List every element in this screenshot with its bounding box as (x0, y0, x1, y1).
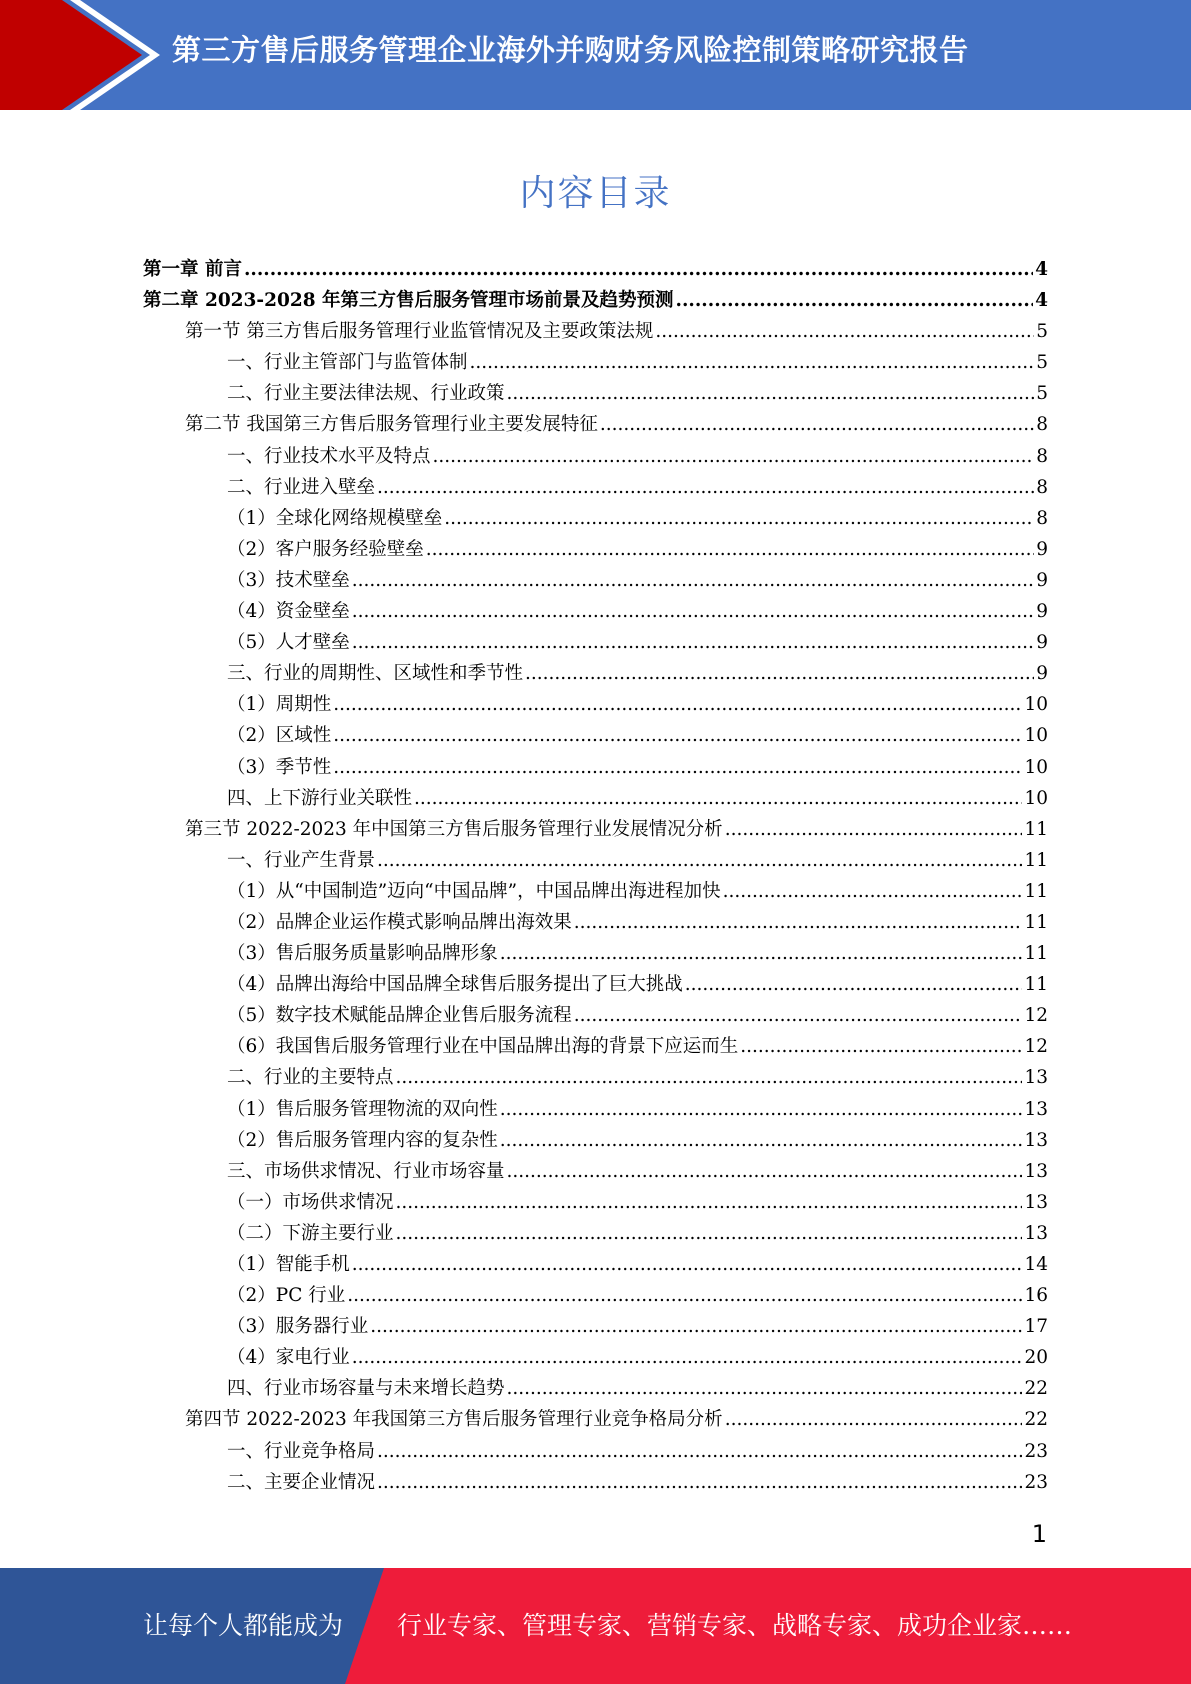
toc-entry[interactable] (143, 1062, 1048, 1093)
toc-entry-label: 四、上下游行业关联性 (227, 787, 413, 809)
toc-entry-label: （2）品牌企业运作模式影响品牌出海效果 (227, 911, 572, 933)
toc-entry-label: 第四节 2022-2023 年我国第三方售后服务管理行业竞争格局分析 (185, 1409, 723, 1431)
toc-entry-page: 8 (1036, 445, 1048, 467)
header-band (0, 0, 1191, 110)
toc-entry-label: （2）PC 行业 (227, 1285, 346, 1307)
toc-entry[interactable] (143, 720, 1048, 751)
toc-entry[interactable] (143, 596, 1048, 627)
toc-entry-label: （1）全球化网络规模壁垒 (227, 507, 443, 529)
toc-dot-leader (396, 1062, 1023, 1093)
toc-dot-leader (333, 720, 1022, 751)
toc-entry-page: 4 (1035, 290, 1048, 312)
toc-entry[interactable] (143, 1218, 1048, 1249)
toc-entry-page: 8 (1036, 476, 1048, 498)
toc-entry-page: 13 (1024, 1191, 1048, 1213)
toc-entry[interactable] (143, 814, 1048, 845)
toc-entry-page: 9 (1036, 538, 1048, 560)
toc-dot-leader (244, 254, 1033, 285)
toc-entry-label: （1）周期性 (227, 694, 332, 716)
toc-entry[interactable] (143, 1000, 1048, 1031)
toc-entry-label: （4）资金壁垒 (227, 601, 350, 623)
toc-entry[interactable] (143, 565, 1048, 596)
toc-entry-page: 10 (1024, 694, 1048, 716)
toc-entry-page: 8 (1036, 507, 1048, 529)
toc-dot-leader (396, 1187, 1023, 1218)
toc-entry[interactable] (143, 627, 1048, 658)
toc-entry[interactable] (143, 409, 1048, 440)
toc-entry[interactable] (143, 503, 1048, 534)
toc-dot-leader (574, 907, 1023, 938)
toc-entry[interactable] (143, 1187, 1048, 1218)
toc-entry-label: 二、行业主要法律法规、行业政策 (227, 383, 505, 405)
toc-dot-leader (500, 1094, 1023, 1125)
toc-dot-leader (507, 1156, 1023, 1187)
toc-entry-page: 23 (1024, 1440, 1048, 1462)
page-number: 1 (1031, 1520, 1047, 1548)
toc-dot-leader (377, 1436, 1022, 1467)
toc-entry[interactable] (143, 1249, 1048, 1280)
toc-entry[interactable] (143, 907, 1048, 938)
toc-entry-label: 一、行业竞争格局 (227, 1440, 376, 1462)
toc-entry[interactable] (143, 1342, 1048, 1373)
toc-entry[interactable] (143, 783, 1048, 814)
toc-entry[interactable] (143, 1094, 1048, 1125)
toc-entry-page: 12 (1024, 1036, 1048, 1058)
toc-entry-label: 三、行业的周期性、区域性和季节性 (227, 663, 524, 685)
footer-slogan-right: 行业专家、管理专家、营销专家、战略专家、成功企业家…… (397, 1611, 1073, 1640)
toc-entry-page: 16 (1024, 1285, 1048, 1307)
toc-entry[interactable] (143, 472, 1048, 503)
toc-dot-leader (723, 876, 1023, 907)
toc-entry-page: 5 (1036, 383, 1048, 405)
toc-entry-page: 10 (1024, 787, 1048, 809)
toc-entry[interactable] (143, 969, 1048, 1000)
footer-slogan-left: 让每个人都能成为 (143, 1611, 344, 1640)
toc-entry[interactable] (143, 689, 1048, 720)
toc-entry[interactable] (143, 534, 1048, 565)
toc-entry-page: 13 (1024, 1160, 1048, 1182)
toc-entry[interactable] (143, 876, 1048, 907)
toc-entry-page: 8 (1036, 414, 1048, 436)
toc-entry-label: （3）技术壁垒 (227, 569, 350, 591)
toc-entry-label: 第三节 2022-2023 年中国第三方售后服务管理行业发展情况分析 (185, 818, 723, 840)
toc-dot-leader (500, 1125, 1023, 1156)
toc-entry-page: 13 (1024, 1067, 1048, 1089)
toc-entry-label: 第二节 我国第三方售后服务管理行业主要发展特征 (185, 414, 598, 436)
toc-entry[interactable] (143, 441, 1048, 472)
toc-dot-leader (507, 1373, 1023, 1404)
toc-entry[interactable] (143, 1404, 1048, 1435)
toc-entry-page: 11 (1024, 818, 1048, 840)
toc-entry-page: 17 (1024, 1316, 1048, 1338)
toc-entry-page: 4 (1035, 259, 1048, 280)
toc-heading: 内容目录 (519, 173, 672, 214)
toc-entry-label: （一）市场供求情况 (227, 1191, 394, 1213)
toc-dot-leader (676, 285, 1034, 316)
toc-entry-label: （2）客户服务经验壁垒 (227, 538, 424, 560)
toc-dot-leader (352, 1249, 1023, 1280)
toc-entry[interactable] (143, 347, 1048, 378)
toc-entry[interactable] (143, 1311, 1048, 1342)
toc-entry-page: 13 (1024, 1098, 1048, 1120)
toc-entry-page: 11 (1024, 880, 1048, 902)
toc-entry-page: 5 (1036, 321, 1048, 343)
toc-entry-label: （2）区域性 (227, 725, 332, 747)
toc-entry-label: （1）智能手机 (227, 1254, 350, 1275)
toc-entry-page: 22 (1024, 1378, 1048, 1400)
toc-entry-page: 9 (1036, 632, 1048, 654)
toc-entry-label: （4）品牌出海给中国品牌全球售后服务提出了巨大挑战 (227, 974, 683, 996)
toc-dot-leader (433, 441, 1035, 472)
toc-entry-label: （3）售后服务质量影响品牌形象 (227, 943, 498, 965)
toc-entry-label: 一、行业技术水平及特点 (227, 445, 431, 467)
toc-entry-label: 二、行业的主要特点 (227, 1067, 394, 1089)
toc-entry-page: 9 (1036, 663, 1048, 685)
toc-entry-page: 23 (1024, 1471, 1048, 1493)
toc-entry[interactable] (143, 938, 1048, 969)
toc-dot-leader (500, 938, 1023, 969)
toc-entry-label: 第一章 前言 (143, 259, 242, 280)
toc-entry-page: 11 (1024, 911, 1048, 933)
toc-dot-leader (525, 658, 1034, 689)
toc-dot-leader (352, 596, 1034, 627)
toc-dot-leader (725, 1404, 1023, 1435)
toc-dot-leader (600, 409, 1034, 440)
toc-dot-leader (470, 347, 1035, 378)
toc-entry-label: 二、行业进入壁垒 (227, 476, 376, 498)
toc-entry-page: 10 (1024, 756, 1048, 778)
toc-entry-page: 12 (1024, 1005, 1048, 1027)
toc-entry[interactable] (143, 285, 1048, 316)
toc-entry[interactable] (143, 1373, 1048, 1404)
toc-entry-page: 13 (1024, 1129, 1048, 1151)
toc-entry-page: 11 (1024, 849, 1048, 871)
toc-dot-leader (333, 752, 1022, 783)
toc-dot-leader (377, 845, 1022, 876)
toc-dot-leader (655, 316, 1034, 347)
toc-entry-label: 一、行业主管部门与监管体制 (227, 352, 468, 374)
toc-dot-leader (414, 783, 1022, 814)
toc-entry-label: 第二章 2023-2028 年第三方售后服务管理市场前景及趋势预测 (143, 290, 674, 312)
toc-entry-label: 四、行业市场容量与未来增长趋势 (227, 1378, 505, 1400)
toc-dot-leader (574, 1000, 1023, 1031)
toc-entry[interactable] (143, 1280, 1048, 1311)
toc-entry-page: 20 (1024, 1347, 1048, 1369)
toc-entry[interactable] (143, 845, 1048, 876)
report-title: 第三方售后服务管理企业海外并购财务风险控制策略研究报告 (172, 33, 969, 67)
toc-entry[interactable] (143, 1125, 1048, 1156)
toc-dot-leader (685, 969, 1023, 1000)
toc-entry[interactable] (143, 1436, 1048, 1467)
toc-dot-leader (396, 1218, 1023, 1249)
toc-entry-page: 13 (1024, 1222, 1048, 1244)
footer-band (0, 1568, 1191, 1684)
toc-entry[interactable] (143, 378, 1048, 409)
toc-entry[interactable] (143, 752, 1048, 783)
toc-dot-leader (352, 1342, 1023, 1373)
toc-entry[interactable] (143, 658, 1048, 689)
toc-dot-leader (740, 1031, 1022, 1062)
toc-entry-page: 11 (1024, 974, 1048, 996)
toc-entry-page: 9 (1036, 569, 1048, 591)
toc-dot-leader (370, 1311, 1022, 1342)
toc-dot-leader (377, 472, 1034, 503)
toc-dot-leader (377, 1467, 1022, 1498)
toc-entry-label: （4）家电行业 (227, 1347, 350, 1369)
toc-entry-label: （2）售后服务管理内容的复杂性 (227, 1129, 498, 1151)
toc-dot-leader (507, 378, 1035, 409)
toc-entry-page: 11 (1024, 943, 1048, 965)
toc-entry-label: （5）数字技术赋能品牌企业售后服务流程 (227, 1005, 572, 1027)
toc-entry-label: 一、行业产生背景 (227, 849, 376, 871)
toc-entry-page: 14 (1024, 1254, 1048, 1275)
toc-entry[interactable] (143, 1031, 1048, 1062)
toc-entry-label: （6）我国售后服务管理行业在中国品牌出海的背景下应运而生 (227, 1036, 739, 1058)
toc-entry-label: （二）下游主要行业 (227, 1222, 394, 1244)
toc-entry-page: 10 (1024, 725, 1048, 747)
table-of-contents (143, 254, 1048, 1498)
toc-entry[interactable] (143, 1467, 1048, 1498)
toc-entry-label: 第一节 第三方售后服务管理行业监管情况及主要政策法规 (185, 321, 654, 343)
toc-entry-label: 三、市场供求情况、行业市场容量 (227, 1160, 505, 1182)
toc-entry-page: 5 (1036, 352, 1048, 374)
toc-entry[interactable] (143, 254, 1048, 285)
toc-dot-leader (725, 814, 1023, 845)
toc-dot-leader (444, 503, 1034, 534)
toc-entry-label: （3）季节性 (227, 756, 332, 778)
toc-entry-label: （5）人才壁垒 (227, 632, 350, 654)
toc-entry-label: （1）售后服务管理物流的双向性 (227, 1098, 498, 1120)
toc-entry[interactable] (143, 1156, 1048, 1187)
toc-dot-leader (352, 565, 1034, 596)
toc-entry-page: 22 (1024, 1409, 1048, 1431)
toc-dot-leader (352, 627, 1034, 658)
toc-entry[interactable] (143, 316, 1048, 347)
toc-entry-label: （3）服务器行业 (227, 1316, 369, 1338)
toc-dot-leader (333, 689, 1022, 720)
toc-entry-label: （1）从“中国制造”迈向“中国品牌”，中国品牌出海进程加快 (227, 880, 721, 902)
toc-dot-leader (426, 534, 1034, 565)
toc-entry-page: 9 (1036, 601, 1048, 623)
toc-entry-label: 二、主要企业情况 (227, 1471, 376, 1493)
toc-dot-leader (347, 1280, 1022, 1311)
